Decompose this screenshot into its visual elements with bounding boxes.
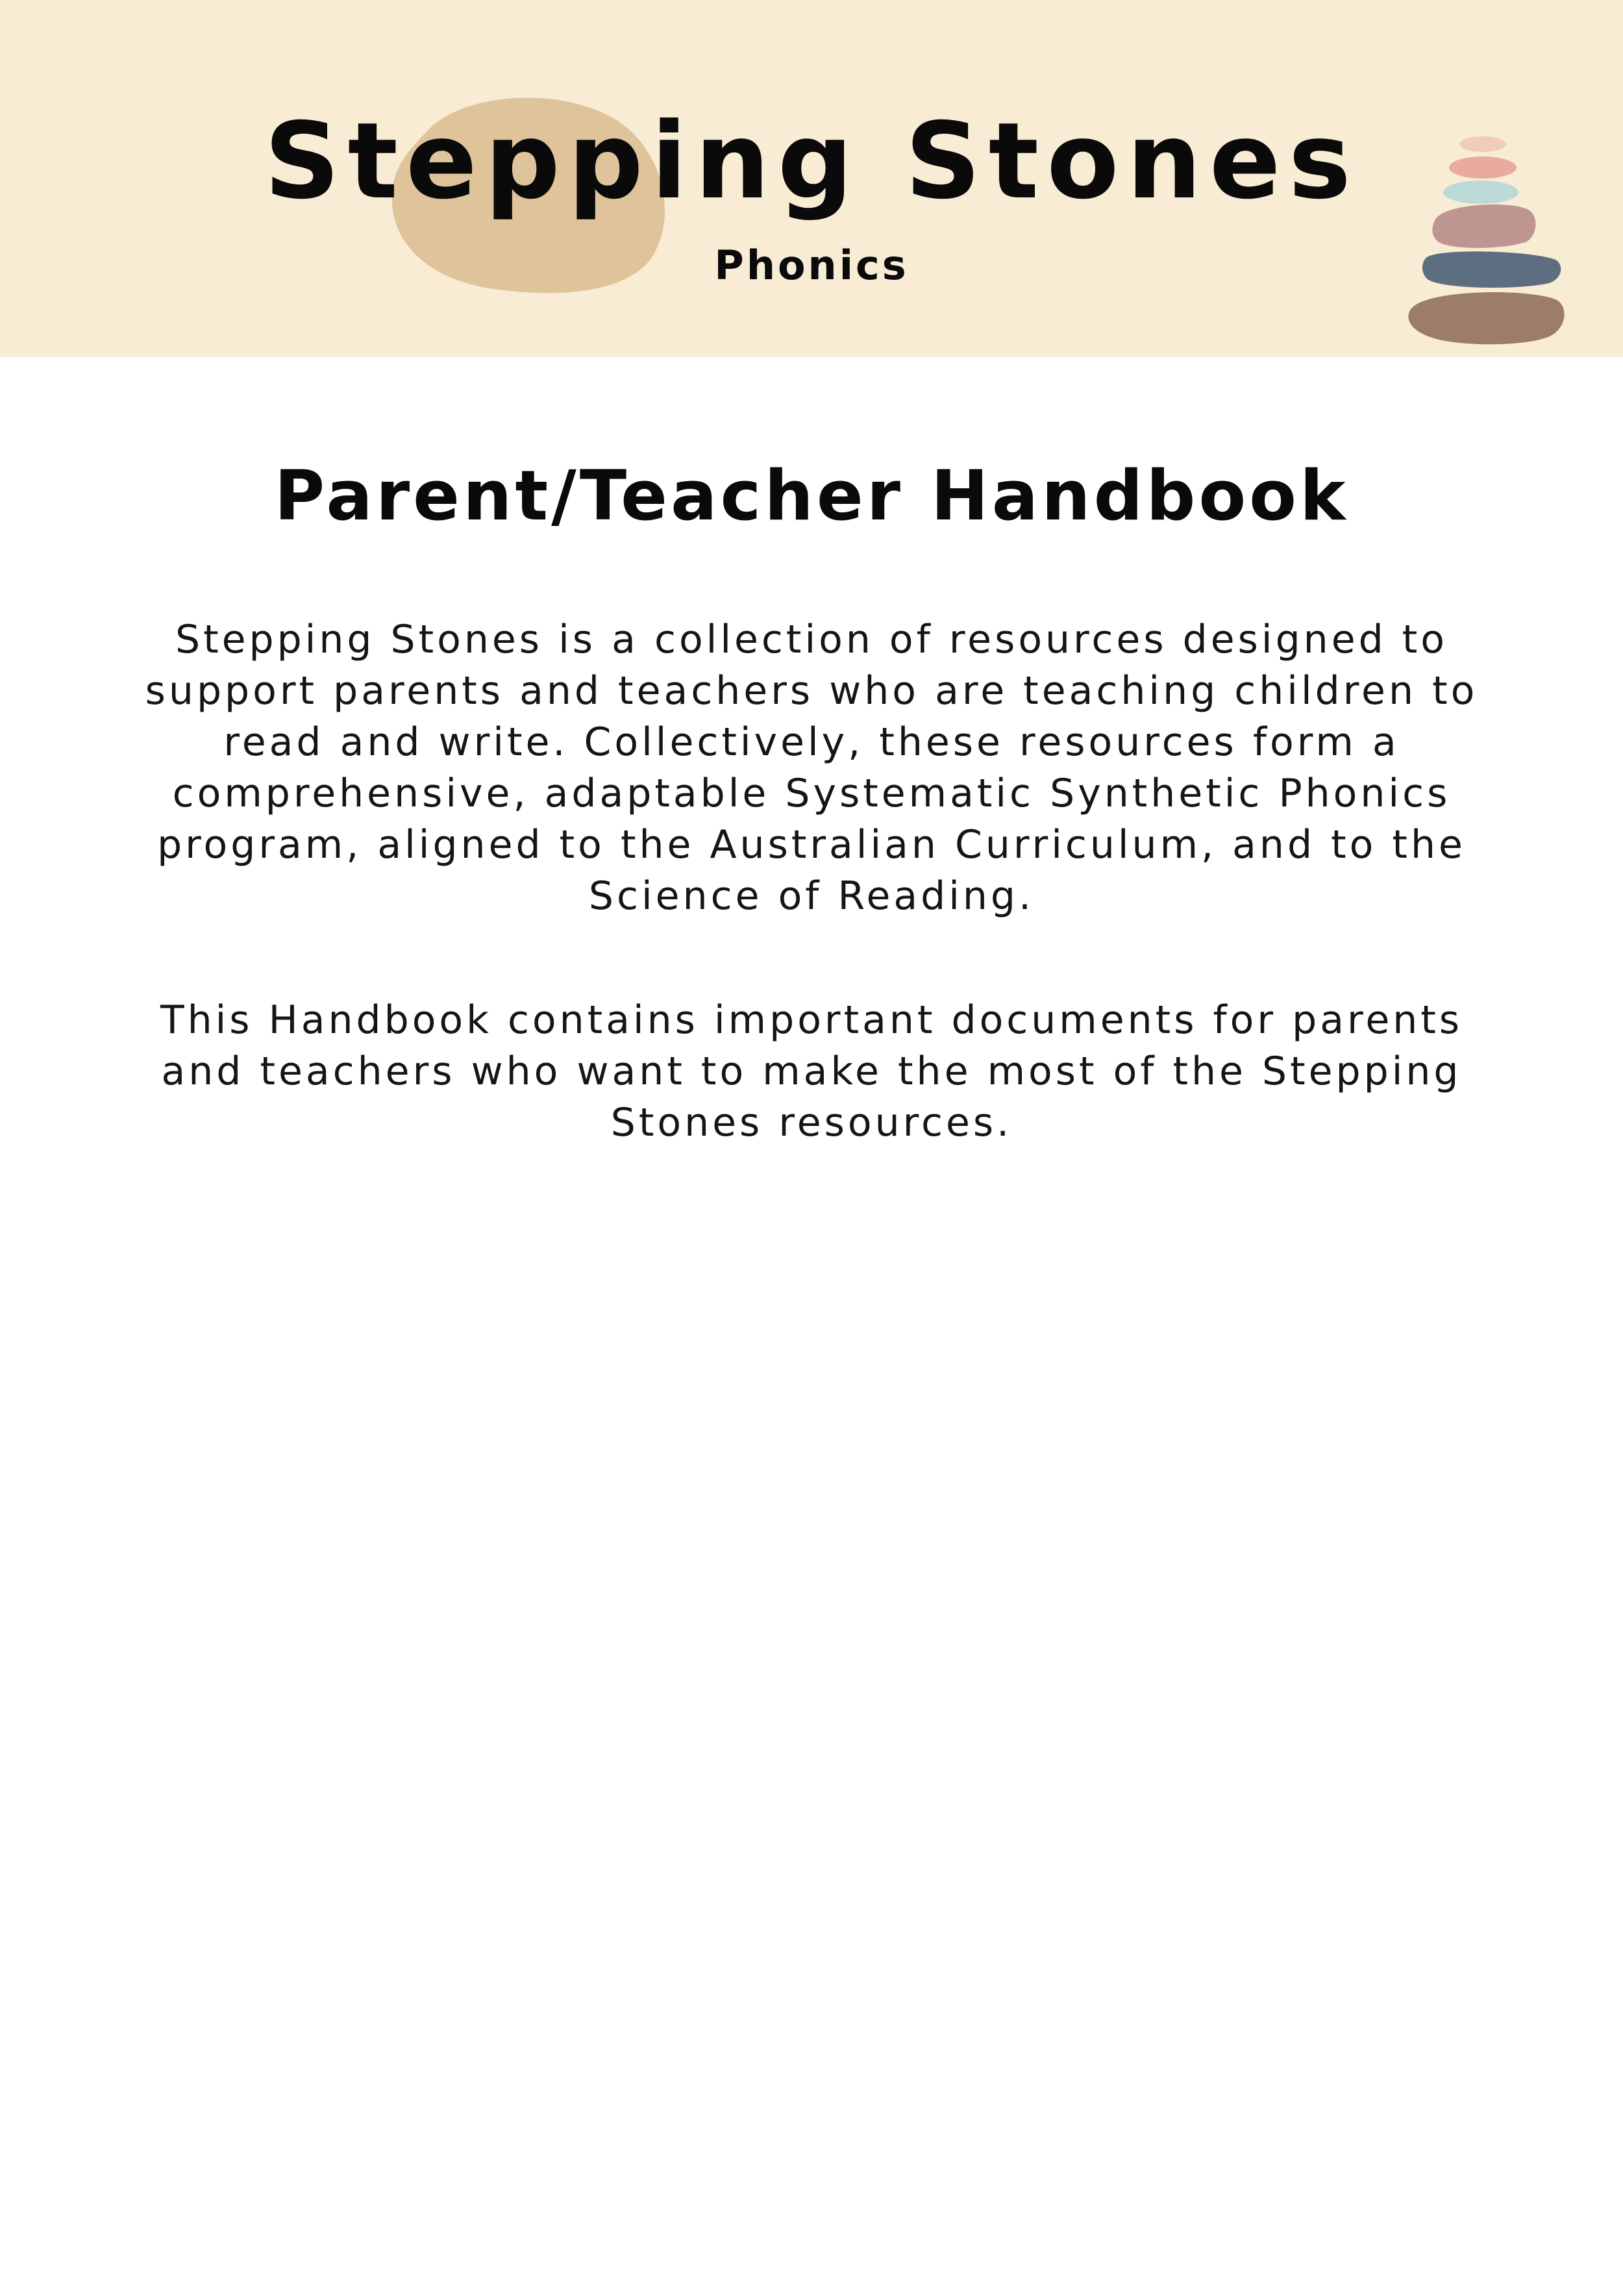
brand-title: Stepping Stones (264, 101, 1359, 223)
stone-6 (1408, 292, 1564, 344)
brand-subtitle: Phonics (714, 242, 909, 289)
stone-4 (1432, 205, 1535, 248)
page-title: Parent/Teacher Handbook (274, 456, 1349, 536)
stacked-stones-icon (1402, 130, 1571, 351)
intro-paragraph: Stepping Stones is a collection of resources designed to support parents and teachers who are teaching children to read and write. Collectively, these resources form a comprehensive, adaptable Systematic Synthetic Phonics program, aligned to the Australian Curriculum, and to the Science of Reading. (145, 617, 1478, 919)
handbook-paragraph: This Handbook contains important documents for parents and teachers who want to make the most of the Stepping Stones resources. (160, 997, 1463, 1145)
header-band (0, 0, 1623, 357)
stone-1 (1459, 136, 1506, 152)
stone-3 (1443, 181, 1518, 204)
stone-2 (1449, 156, 1517, 179)
stone-5 (1422, 251, 1561, 288)
